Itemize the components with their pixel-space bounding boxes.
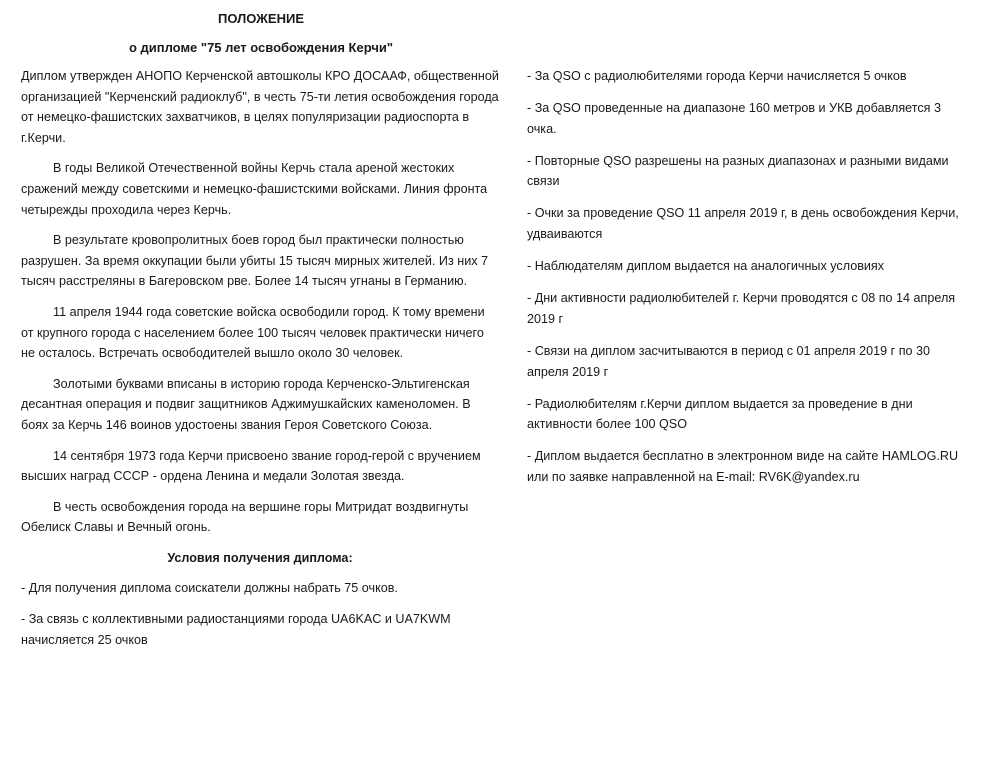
left-column xyxy=(21,66,499,650)
document-subtitle: о дипломе "75 лет освобождения Керчи" xyxy=(128,40,394,55)
condition-item: - За связь с коллективными радиостанциями города UA6KAC и UA7KWM начисляется 25 очков xyxy=(21,612,451,647)
rule-item: - Дни активности радиолюбителей г. Керчи проводятся с 08 по 14 апреля 2019 г xyxy=(527,291,956,326)
rule-item: - Диплом выдается бесплатно в электронном виде на сайте HAMLOG.RU или по заявке направленной на E-mail: RV6K@yandex.ru xyxy=(527,449,959,484)
intro-paragraph: Диплом утвержден АНОПО Керченской автошколы КРО ДОСААФ, общественной организацией "Керченский радиоклуб", в честь 75-ти летия освобождения города от немецко-фашистских захватчиков, в целях популяризации радиоспорта в г.Керчи. xyxy=(21,69,499,145)
memorial-paragraph: В честь освобождения города на вершине горы Митридат воздвигнуты Обелиск Славы и Вечный огонь. xyxy=(21,499,469,535)
rule-item: - За QSO проведенные на диапазоне 160 метров и УКВ добавляется 3 очка. xyxy=(527,101,942,136)
hero-city-paragraph: 14 сентября 1973 года Керчи присвоено звание город-герой с вручением высших наград СССР - ордена Ленина и медали Золотая звезда. xyxy=(21,448,481,484)
heroes-paragraph: Золотыми буквами вписаны в историю города Керченско-Эльтигенская десантная операция и подвиг защитников Аджимушкайских каменоломен. В боях за Керчь 146 воинов удостоены звания Героя Советского Союза. xyxy=(21,376,471,432)
rule-item: - Повторные QSO разрешены на разных диапазонах и разными видами связи xyxy=(527,153,949,189)
document-title: ПОЛОЖЕНИЕ xyxy=(217,11,305,26)
rule-item: - За QSO с радиолюбителями города Керчи начисляется 5 очков xyxy=(527,69,907,83)
conditions-heading: Условия получения диплома: xyxy=(167,550,353,565)
rule-item: - Радиолюбителям г.Керчи диплом выдается за проведение в дни активности более 100 QSO xyxy=(527,396,913,432)
rule-item: - Очки за проведение QSO 11 апреля 2019 г, в день освобождения Керчи, удваиваются xyxy=(527,206,959,242)
condition-item: - Для получения диплома соискатели должны набрать 75 очков. xyxy=(21,581,398,596)
destruction-paragraph: В результате кровопролитных боев город был практически полностью разрушен. За время оккупации были убиты 15 тысяч мирных жителей. Из них 7 тысяч расстреляны в Багеровском рве. Более 14 тысяч угнаны в Германию. xyxy=(21,233,489,289)
rule-item: - Наблюдателям диплом выдается на аналогичных условиях xyxy=(527,259,885,274)
right-column xyxy=(527,66,967,499)
liberation-paragraph: 11 апреля 1944 года советские войска освободили город. К тому времени от крупного города с населением более 100 тысяч человек практически ничего не осталось. Встречать освободителей вышло около 30 человек. xyxy=(21,304,485,361)
history-paragraph: В годы Великой Отечественной войны Керчь стала ареной жестоких сражений между советскими и немецко-фашистскими войсками. Линия фронта четырежды проходила через Керчь. xyxy=(21,161,488,217)
rule-item: - Связи на диплом засчитываются в период с 01 апреля 2019 г по 30 апреля 2019 г xyxy=(527,343,931,379)
